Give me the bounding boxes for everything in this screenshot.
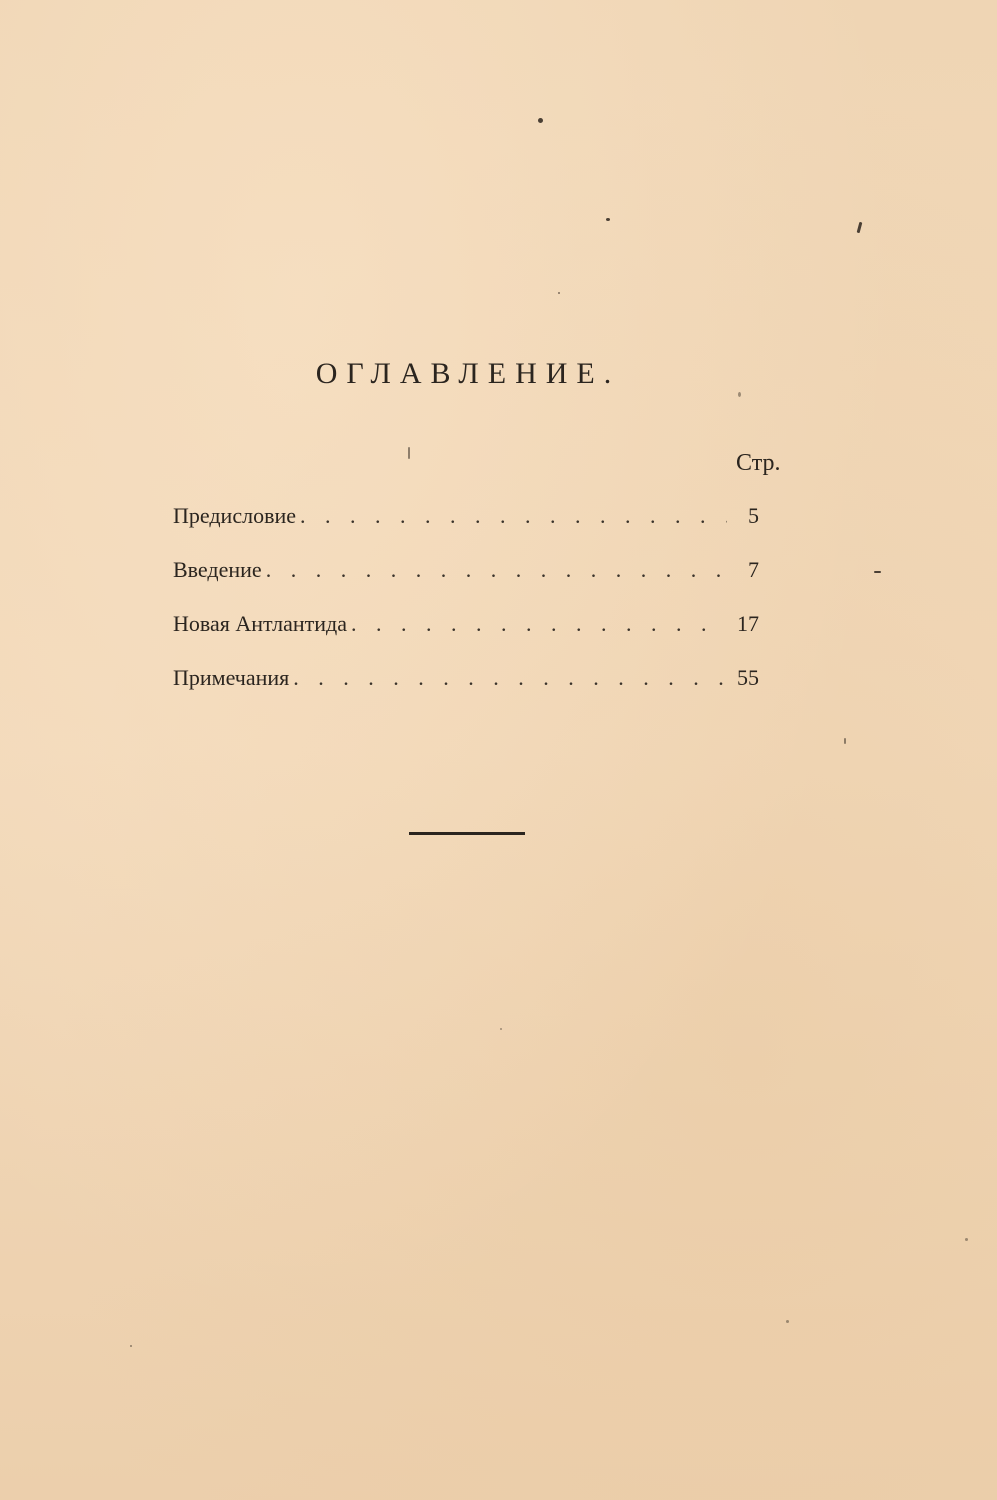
toc-entry-page: 7 xyxy=(748,557,759,582)
paper-speck xyxy=(874,571,881,573)
paper-speck xyxy=(738,392,741,397)
closing-rule xyxy=(409,832,525,835)
dot-leader xyxy=(262,557,727,583)
toc-entry-title: Примечания xyxy=(173,665,290,690)
toc-entry xyxy=(173,611,759,665)
paper-speck xyxy=(786,1320,789,1323)
table-of-contents xyxy=(173,503,759,719)
toc-entry xyxy=(173,557,759,611)
paper-speck xyxy=(558,292,560,294)
dot-leader xyxy=(347,611,727,637)
toc-entry-title: Предисловие xyxy=(173,503,296,528)
dot-leader xyxy=(296,503,727,529)
toc-entry-page: 5 xyxy=(748,503,759,528)
toc-entry xyxy=(173,665,759,719)
paper-speck xyxy=(857,222,863,233)
paper-speck xyxy=(844,738,846,744)
toc-entry-page: 17 xyxy=(737,611,759,636)
toc-entry-title: Введение xyxy=(173,557,262,582)
toc-entry-page: 55 xyxy=(737,665,759,690)
paper-speck xyxy=(538,118,543,123)
contents-heading: ОГЛАВЛЕНИЕ. xyxy=(315,357,621,390)
paper-speck xyxy=(500,1028,502,1030)
page-column-label: Стр. xyxy=(736,450,781,476)
paper-speck xyxy=(606,218,610,221)
toc-entry-title: Новая Антлантида xyxy=(173,611,347,636)
dot-leader xyxy=(289,665,727,691)
paper-speck xyxy=(408,447,410,459)
toc-entry xyxy=(173,503,759,557)
paper-speck xyxy=(965,1238,968,1241)
paper-speck xyxy=(130,1345,132,1347)
